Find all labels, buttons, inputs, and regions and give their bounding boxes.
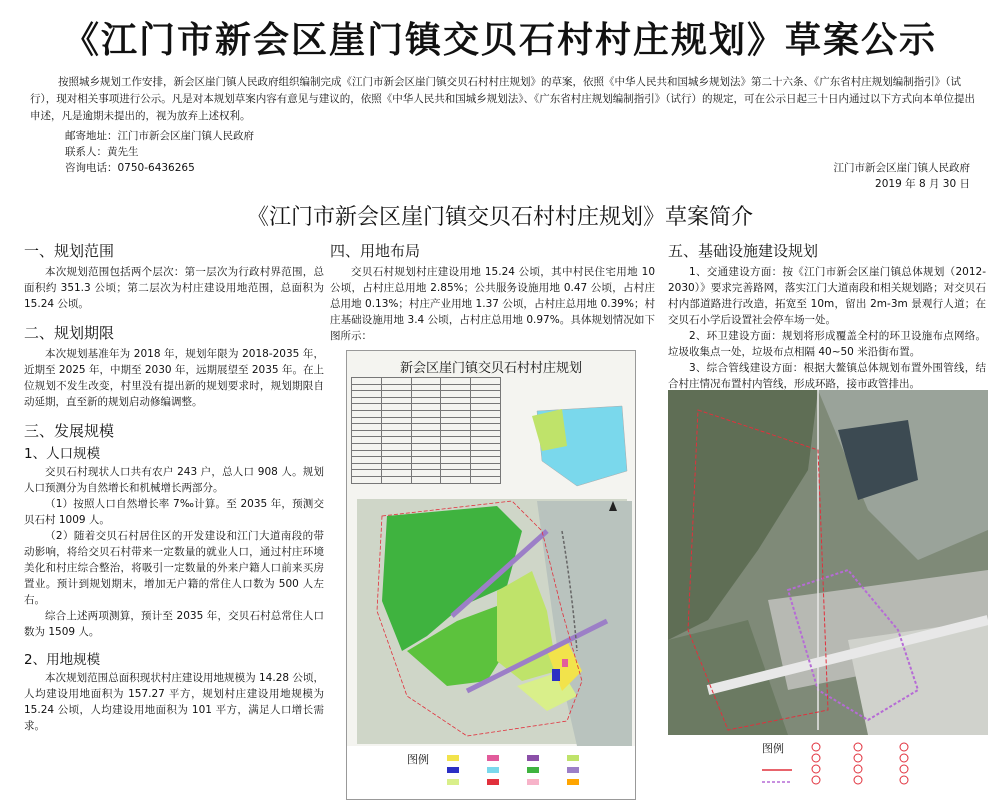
- infra-pipeline-text: 3、综合管线建设方面：根据大鳌镇总体规划布置外围管线，结合村庄情况布置村内管线，形成环路，接市政管排出。: [668, 362, 986, 390]
- section-scale-title: 三、发展规模: [24, 422, 115, 440]
- section-period-title: 二、规划期限: [24, 324, 115, 342]
- public-facility-block: [562, 659, 568, 667]
- contact-phone: 咨询电话：0750-6436265: [65, 162, 195, 174]
- population-heading: 1、人口规模: [24, 446, 101, 462]
- section-layout-text: 交贝石村规划村庄建设用地 15.24 公顷，其中村民住宅用地 10 公顷，占村庄总用地 2.85%；公共服务设施用地 0.47 公顷，占村庄总用地 0.13%；村庄产业用地 1.37 公顷，占村庄总用地 0.39%；村庄基础设施用地 3.4 公顷，占村庄总用地 0.97%。具体规划情况如下图所示：: [330, 266, 655, 342]
- notice-body: 按照城乡规划工作安排，新会区崖门镇人民政府组织编制完成《江门市新会区崖门镇交贝石村村庄规划》的草案，依照《中华人民共和国城乡规划法》第二十六条、《广东省村庄规划编制指引》（试行），现对相关事项进行公示。凡是对本规划草案内容有意见与建议的，依照《中华人民共和国城乡规划法》、《广东省村庄规划编制指引》（试行）的规定，可在公示日起三十日内通过以下方式向本单位提出申述，凡是逾期未提出的，视为放弃上述权利。: [30, 76, 975, 122]
- landuse-table: [351, 377, 501, 484]
- signoff-block: [834, 160, 971, 192]
- infrastructure-map-drawing: [668, 390, 988, 800]
- infra-traffic-text: 1、交通建设方面：按《江门市新会区崖门镇总体规划（2012-2030）》要求完善路网，落实江门大道南段和相关规划路；对交贝石村内部道路进行改造，拓宽至 10m，留出 2m-3m 景观行人道；在交贝石小学后设置社会停车场一处。: [668, 266, 986, 326]
- population-text-2: （1）按照人口自然增长率 7‰计算。至 2035 年，预测交贝石村 1009 人。: [24, 498, 324, 526]
- column-right: [668, 238, 986, 392]
- infra-legend-title: 图例: [762, 742, 784, 755]
- section-period-text: 本次规划基准年为 2018 年，规划年限为 2018-2035 年，近期至 2025 年，中期至 2030 年，远期展望至 2035 年。在上位规划不发生改变，村里没有提出新的规划要求时，规划期限自动延期，直至新的规划启动修编调整。: [24, 348, 324, 408]
- contact-address: 邮寄地址：江门市新会区崖门镇人民政府: [65, 130, 254, 142]
- signoff-org: 江门市新会区崖门镇人民政府: [833, 162, 970, 174]
- section-scope-title: 一、规划范围: [24, 242, 115, 260]
- page-title: 《江门市新会区崖门镇交贝石村村庄规划》草案公示: [62, 19, 937, 61]
- contact-block: [65, 128, 254, 176]
- section-layout-title: 四、用地布局: [330, 242, 421, 260]
- population-text-4: 综合上述两项测算，预计至 2035 年，交贝石村总常住人口数为 1509 人。: [24, 610, 324, 638]
- column-left: [24, 238, 324, 734]
- landuse-heading: 2、用地规模: [24, 652, 101, 668]
- school-block: [552, 669, 560, 681]
- infra-sanitation-text: 2、环卫建设方面：规划将形成覆盖全村的环卫设施布点网络。垃圾收集点一处，垃圾布点相隔 40~50 米沿街布置。: [668, 330, 986, 358]
- section-scope-text: 本次规划范围包括两个层次：第一层次为行政村界范围，总面积约 351.3 公顷；第二层次为村庄建设用地范围，总面积为 15.24 公顷。: [24, 266, 324, 310]
- column-middle: [330, 238, 655, 344]
- summary-title: 《江门市新会区崖门镇交贝石村村庄规划》草案简介: [246, 205, 753, 230]
- map-title: 新会区崖门镇交贝石村村庄规划: [399, 361, 582, 376]
- contact-person: 联系人：黄先生: [65, 146, 139, 158]
- infrastructure-map: [668, 390, 988, 800]
- population-text-1: 交贝石村现状人口共有农户 243 户，总人口 908 人。规划人口预测分为自然增长和机械增长两部分。: [24, 466, 324, 494]
- landuse-text: 本次规划范围总面积现状村庄建设用地规模为 14.28 公顷，人均建设用地面积为 157.27 平方，规划村庄建设用地规模为 15.24 公顷，人均建设用地面积为 101 平方，满足人口增长需求。: [24, 672, 324, 732]
- population-text-3: （2）随着交贝石村居住区的开发建设和江门大道南段的带动影响，将给交贝石村带来一定数量的就业人口，通过村庄环境美化和村庄综合整治，将吸引一定数量的外来户籍人口前来买房置业。预计到规划期末，增加无户籍的常住人口数为 500 人左右。: [24, 530, 324, 606]
- map-legend-title: 图例: [407, 753, 429, 766]
- section-infra-title: 五、基础设施建设规划: [668, 242, 819, 260]
- planning-map: [346, 350, 636, 800]
- signoff-date: 2019 年 8 月 30 日: [875, 178, 970, 190]
